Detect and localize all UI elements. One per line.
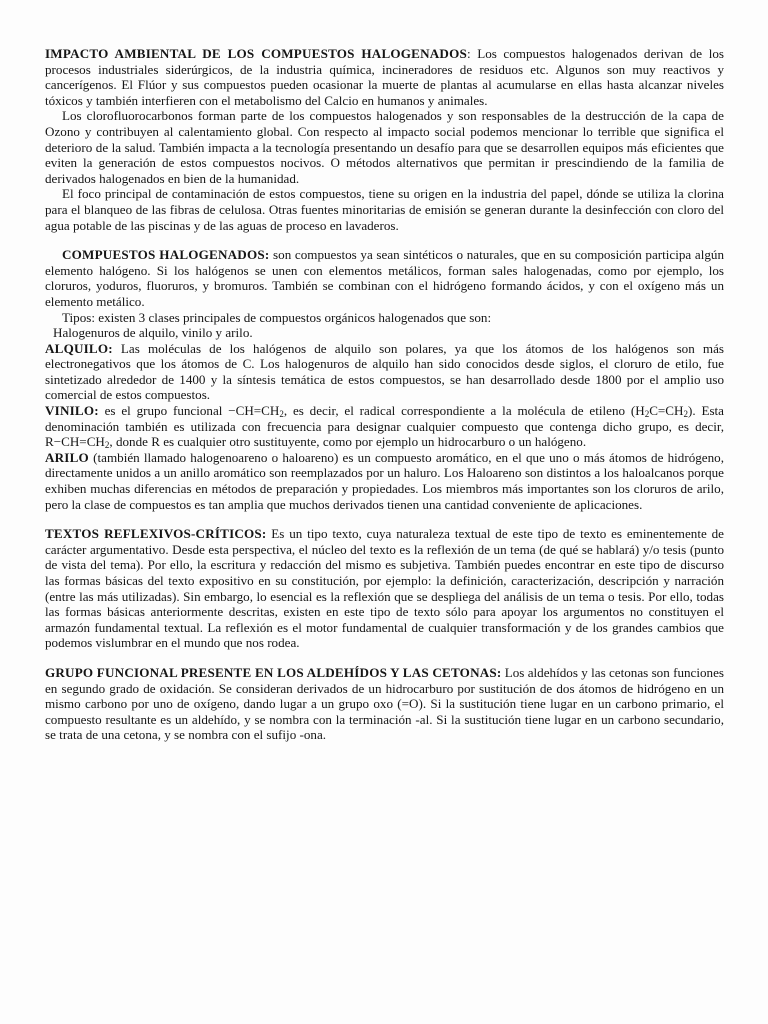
- compuestos-text-1: son compuestos ya sean sintéticos o naturales, que en su composición participa algún elemento halógeno. Si los halógenos se unen con elementos metálicos, forman sales halogenadas, como por ejemplo, los cloruros, yoduros, fluoruros, y bromuros. También se combinan con el hidrógeno formando ácidos, y con el oxígeno más un elemento metálico.: [45, 247, 724, 309]
- impacto-heading: IMPACTO AMBIENTAL DE LOS COMPUESTOS HALOGENADOS: [45, 46, 467, 61]
- impacto-text-1: : Los compuestos halogenados derivan de los procesos industriales siderúrgicos, de la industria química, incineradores de residuos etc. Algunos son muy reactivos y cancerígenos. El Flúor y sus compuestos pueden ocasionar la muerte de plantas al acumularse en ellas hasta alcanzar niveles tóxicos y también interfieren con el metabolismo del Calcio en humanos y animales.: [45, 46, 724, 108]
- vinilo-subscript-1: 2: [279, 409, 284, 420]
- grupo-text: Los aldehídos y las cetonas son funciones en segundo grado de oxidación. Se consideran derivados de un hidrocarburo por sustitución de dos átomos de hidrógeno en un mismo carbono por uno de oxígeno, dando lugar a un grupo oxo (=O). Si la sustitución tiene lugar en un carbono primario, el compuesto resultante es un aldehído, y se nombra con la terminación -al. Si la sustitución tiene lugar en un carbono secundario, se trata de una cetona, y se nombra con el sufijo -ona.: [45, 664, 725, 743]
- arilo-paragraph: [45, 450, 724, 512]
- compuestos-heading: COMPUESTOS HALOGENADOS:: [62, 247, 270, 263]
- compuestos-tipos-list: Halogenuros de alquilo, vinilo y arilo.: [53, 325, 253, 341]
- textos-heading: TEXTOS REFLEXIVOS-CRÍTICOS:: [45, 526, 267, 542]
- textos-paragraph: [45, 526, 724, 651]
- compuestos-tipos: Tipos: existen 3 clases principales de compuestos orgánicos halogenados que son:: [62, 309, 492, 325]
- vinilo-text-a: es el grupo funcional −CH=CH: [98, 403, 280, 419]
- alquilo-text: Las moléculas de los halógenos de alquilo son polares, ya que los átomos de los halógenos son más electronegativos que los átomos de C. Los halogenuros de alquilo han sido conocidos desde siglos, el cloruro de etilo, fue sintetizado alrededor de 1400 y la síntesis temática de estos compuestos, se han desarrollado desde 1800 por el amplio uso comercial de estos compuestos.: [45, 340, 724, 403]
- vinilo-text-b: , es decir, el radical correspondiente a la molécula de etileno (H: [283, 403, 645, 419]
- vinilo-subscript-3: 2: [683, 409, 688, 420]
- arilo-label: ARILO: [45, 449, 89, 465]
- vinilo-text-c: C=CH: [649, 403, 684, 419]
- impacto-paragraph-1: [45, 46, 724, 108]
- alquilo-label: ALQUILO:: [45, 340, 113, 356]
- compuestos-paragraph-1: [45, 247, 724, 309]
- vinilo-label: VINILO:: [45, 403, 99, 419]
- impacto-paragraph-3: El foco principal de contaminación de estos compuestos, tiene su origen en la industria del papel, dónde se utiliza la clorina para el blanqueo de las fibras de celulosa. Otras fuentes minoritarias de emisión se generan durante la desinfección con cloro del agua potable de las piscinas y de las aguas de proceso en lavaderos.: [45, 186, 724, 233]
- grupo-heading: GRUPO FUNCIONAL PRESENTE EN LOS ALDEHÍDOS Y LAS CETONAS:: [45, 664, 502, 680]
- vinilo-text-e: , donde R es cualquier otro sustituyente, como por ejemplo un hidrocarburo o un halógeno.: [109, 434, 587, 450]
- arilo-text: (también llamado halogenoareno o haloareno) es un compuesto aromático, en el que uno o más átomos de hidrógeno, directamente unidos a un anillo aromático son reemplazados por un haluro. Los Haloareno son distintos a los haloalcanos porque exhiben muchas diferencias en métodos de preparación y propiedades. Los miembros más importantes son los cloruros de arilo, pero la clase de compuestos es tan amplia que muchos derivados tienen una cantidad conveniente de aplicaciones.: [45, 449, 724, 512]
- vinilo-subscript-2: 2: [644, 409, 650, 420]
- vinilo-text-d: ). Esta denominación también es utilizada con frecuencia para designar cualquier compuesto que contenga dicho grupo, es decir, R−CH=CH: [45, 403, 724, 450]
- grupo-paragraph: [45, 665, 724, 743]
- vinilo-paragraph: [45, 403, 724, 450]
- impacto-paragraph-2: Los clorofluorocarbonos forman parte de los compuestos halogenados y son responsables de la destrucción de la capa de Ozono y contribuyen al calentamiento global. Con respecto al impacto social podemos mencionar lo terrible que significa el deterioro de la salud. También impacta a la tecnología presentando un desafío para que se desarrollen equipos más eficientes que eviten la generación de estos compuestos nocivos. O métodos alternativos que permitan ir prescindiendo de la familia de derivados halogenados en bien de la humanidad.: [45, 108, 724, 186]
- textos-text: Es un tipo texto, cuya naturaleza textual de este tipo de texto es eminentemente de carácter argumentativo. Desde esta perspectiva, el núcleo del texto es la reflexión de un tema (de qué se hablará) y/o tesis (punto de vista del tema). Por ello, la escritura y redacción del mismo es subjetiva. También puedes encontrar en este tipo de discurso las formas básicas del texto expositivo en su constitución, por ejemplo: la definición, caracterización, descripción y narración (entre las más utilizadas). Sin embargo, lo esencial es la reflexión que se despliega del análisis de un tema o tesis. Por ello, todas las formas básicas anteriormente descritas, existen en este tipo de texto sólo para apoyar los argumentos no constituyen el armazón fundamental textual. La reflexión es el motor fundamental de cualquier transformación y de los grandes cambios que podemos vislumbrar en el mundo que nos rodea.: [45, 526, 724, 651]
- vinilo-subscript-4: 2: [104, 440, 110, 451]
- alquilo-paragraph: [45, 341, 724, 403]
